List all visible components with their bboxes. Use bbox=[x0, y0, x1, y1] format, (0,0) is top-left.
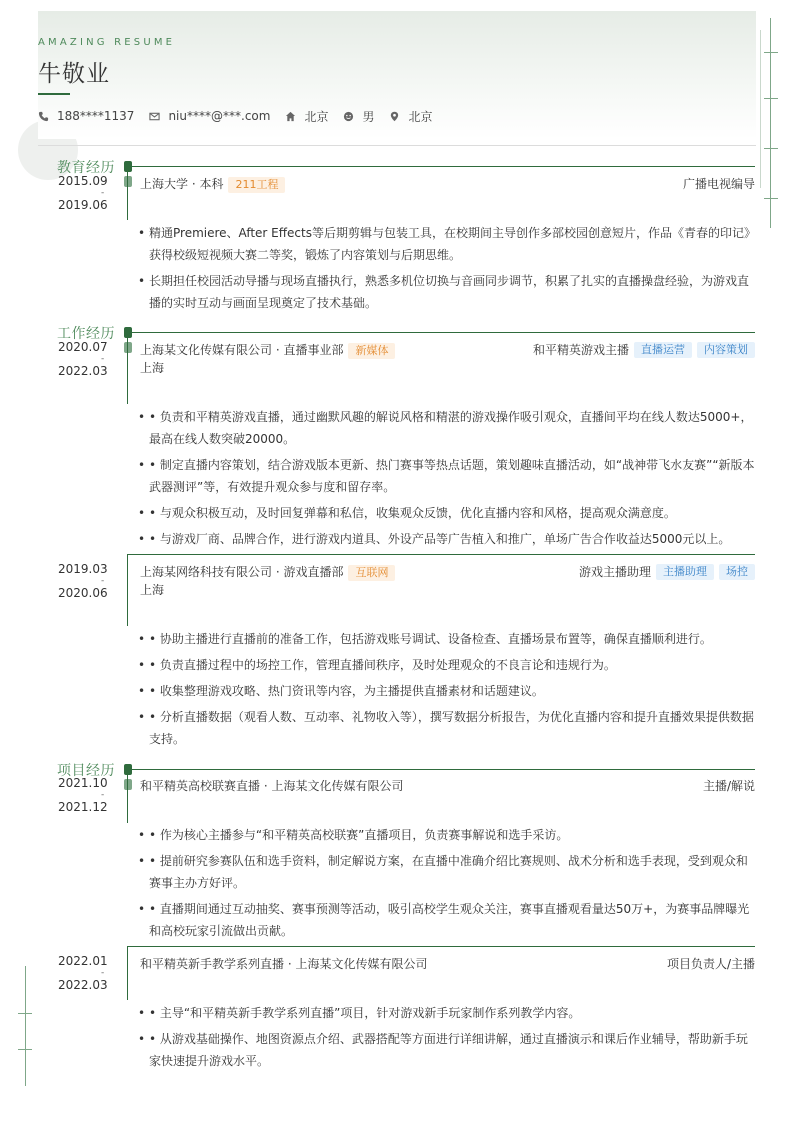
list-item: • • 直播期间通过互动抽奖、赛事预测等活动，吸引高校学生观众关注，赛事直播观看量达50万+，为赛事品牌曝光和高校玩家引流做出贡献。 bbox=[138, 902, 750, 938]
list-item: • • 与游戏厂商、品牌合作，进行游戏内道具、外设产品等广告植入和推广，单场广告合作收益达5000元以上。 bbox=[138, 532, 731, 546]
project-role-row bbox=[667, 955, 755, 973]
project-bullets bbox=[138, 824, 756, 946]
project-role-row bbox=[703, 777, 755, 795]
entry-rule bbox=[128, 554, 755, 555]
work-company bbox=[140, 341, 395, 359]
entry-marker bbox=[124, 176, 132, 187]
list-item: • • 制定直播内容策划，结合游戏版本更新、热门赛事等热点话题，策划趣味直播活动，如“战神带飞水友赛”“新版本武器测评”等，有效提升观众参与度和留存率。 bbox=[138, 458, 755, 494]
end-date: 2020.06 bbox=[58, 586, 108, 600]
header-divider bbox=[38, 145, 756, 146]
section-title-education: 教育经历 bbox=[57, 160, 115, 176]
date-dash: - bbox=[101, 354, 105, 364]
section-marker bbox=[124, 161, 132, 172]
skill-tag: 场控 bbox=[719, 564, 755, 580]
gender-icon bbox=[343, 111, 354, 122]
decorative-tick bbox=[764, 52, 778, 53]
decorative-line-right-inner bbox=[760, 30, 761, 188]
skill-tag: 内容策划 bbox=[697, 342, 755, 358]
position-title: 和平精英游戏主播 bbox=[532, 343, 629, 357]
project-name: 和平精英高校联赛直播 · 上海某文化传媒有限公司 bbox=[140, 779, 404, 793]
work-company bbox=[140, 563, 395, 581]
timeline-line bbox=[127, 769, 128, 823]
list-item: • 长期担任校园活动导播与现场直播执行，熟悉多机位切换与音画同步调节，积累了扎实的直播操盘经验，为游戏直播的实时互动与画面呈现奠定了技术基础。 bbox=[138, 274, 750, 310]
education-school bbox=[140, 175, 285, 193]
contact-location bbox=[389, 108, 432, 125]
timeline-line bbox=[127, 946, 128, 1000]
candidate-name: 牛敬业 bbox=[38, 61, 110, 87]
list-item: • • 提前研究参赛队伍和选手资料，制定解说方案，在直播中准确介绍比赛规则、战术分析和选手表现，受到观众和赛事主办方好评。 bbox=[138, 854, 748, 890]
location-icon bbox=[389, 111, 400, 122]
phone-text: 188****1137 bbox=[57, 109, 135, 123]
list-item: • • 负责直播过程中的场控工作，管理直播间秩序，及时处理观众的不良言论和违规行为。 bbox=[138, 658, 616, 672]
position-title: 游戏主播助理 bbox=[578, 565, 651, 579]
section-rule bbox=[128, 166, 755, 167]
section-title-work: 工作经历 bbox=[57, 326, 115, 342]
start-date: 2015.09 bbox=[58, 174, 108, 188]
end-date: 2022.03 bbox=[58, 364, 108, 378]
decorative-tick bbox=[764, 198, 778, 199]
timeline-line bbox=[127, 166, 128, 220]
contact-home bbox=[285, 108, 328, 125]
start-date: 2020.07 bbox=[58, 340, 108, 354]
contact-row bbox=[38, 108, 448, 124]
section-rule bbox=[128, 332, 755, 333]
work-bullets bbox=[138, 628, 756, 754]
work-location: 上海 bbox=[140, 361, 165, 375]
work-location: 上海 bbox=[140, 583, 165, 597]
name-underline bbox=[38, 93, 70, 95]
location-text: 北京 bbox=[408, 109, 433, 124]
email-text: niu****@***.com bbox=[168, 109, 271, 123]
education-bullets bbox=[138, 222, 756, 318]
project-role: 项目负责人/主播 bbox=[666, 957, 755, 971]
home-text: 北京 bbox=[304, 109, 329, 124]
list-item: • • 收集整理游戏攻略、热门资讯等内容，为主播提供直播素材和话题建议。 bbox=[138, 684, 544, 698]
section-title-projects: 项目经历 bbox=[57, 763, 115, 779]
school-tag: 211工程 bbox=[228, 177, 285, 193]
list-item: • 精通Premiere、After Effects等后期剪辑与包装工具，在校期间主导创作多部校园创意短片，作品《青春的印记》获得校级短视频大赛二等奖，锻炼了内容策划与后期思维。 bbox=[138, 226, 756, 262]
brand-label: AMAZING RESUME bbox=[38, 37, 176, 48]
education-major: 广播电视编导 bbox=[682, 177, 755, 191]
phone-icon bbox=[38, 111, 49, 122]
date-dash: - bbox=[101, 968, 105, 978]
section-marker bbox=[124, 764, 132, 775]
decorative-tick bbox=[18, 1049, 32, 1050]
list-item: • • 从游戏基础操作、地图资源点介绍、武器搭配等方面进行详细讲解，通过直播演示和课后作业辅导，帮助新手玩家快速提升游戏水平。 bbox=[138, 1032, 748, 1068]
list-item: • • 作为核心主播参与“和平精英高校联赛”直播项目，负责赛事解说和选手采访。 bbox=[138, 828, 569, 842]
industry-tag: 互联网 bbox=[348, 565, 395, 581]
timeline-line bbox=[127, 554, 128, 626]
contact-email bbox=[149, 109, 270, 123]
decorative-line-right bbox=[770, 18, 771, 228]
decorative-tick bbox=[764, 148, 778, 149]
list-item: • • 主导“和平精英新手教学系列直播”项目，针对游戏新手玩家制作系列教学内容。 bbox=[138, 1006, 581, 1020]
work-position-row bbox=[579, 563, 755, 581]
entry-marker bbox=[124, 342, 132, 353]
end-date: 2021.12 bbox=[58, 800, 108, 814]
date-dash: - bbox=[101, 576, 105, 586]
gender-text: 男 bbox=[362, 109, 375, 124]
list-item: • • 协助主播进行直播前的准备工作，包括游戏账号调试、设备检查、直播场景布置等，确保直播顺利进行。 bbox=[138, 632, 712, 646]
contact-gender bbox=[343, 108, 374, 125]
work-bullets bbox=[138, 406, 756, 554]
list-item: • • 负责和平精英游戏直播，通过幽默风趣的解说风格和精湛的游戏操作吸引观众，直播间平均在线人数达5000+，最高在线人数突破20000。 bbox=[138, 410, 753, 446]
decorative-tick bbox=[764, 98, 778, 99]
project-role: 主播/解说 bbox=[702, 779, 755, 793]
list-item: • • 分析直播数据（观看人数、互动率、礼物收入等），撰写数据分析报告，为优化直播内容和提升直播效果提供数据支持。 bbox=[138, 710, 754, 746]
school-degree: 上海大学 · 本科 bbox=[140, 177, 224, 191]
entry-rule bbox=[128, 946, 755, 947]
education-major-row bbox=[683, 175, 755, 193]
decorative-tick bbox=[18, 1013, 32, 1014]
entry-marker bbox=[124, 779, 132, 790]
end-date: 2019.06 bbox=[58, 198, 108, 212]
contact-phone bbox=[38, 109, 134, 123]
list-item: • • 与观众积极互动，及时回复弹幕和私信，收集观众反馈，优化直播内容和风格，提高观众满意度。 bbox=[138, 506, 676, 520]
start-date: 2021.10 bbox=[58, 776, 108, 790]
skill-tag: 直播运营 bbox=[634, 342, 692, 358]
industry-tag: 新媒体 bbox=[348, 343, 395, 359]
end-date: 2022.03 bbox=[58, 978, 108, 992]
mail-icon bbox=[149, 111, 160, 122]
home-icon bbox=[285, 111, 296, 122]
date-dash: - bbox=[101, 188, 105, 198]
timeline-line bbox=[127, 332, 128, 404]
project-name: 和平精英新手教学系列直播 · 上海某文化传媒有限公司 bbox=[140, 957, 428, 971]
decorative-line-left bbox=[25, 966, 26, 1086]
project-bullets bbox=[138, 1002, 756, 1076]
work-position-row bbox=[533, 341, 755, 359]
start-date: 2019.03 bbox=[58, 562, 108, 576]
date-dash: - bbox=[101, 790, 105, 800]
company-department: 上海某网络科技有限公司 · 游戏直播部 bbox=[140, 565, 344, 579]
company-department: 上海某文化传媒有限公司 · 直播事业部 bbox=[140, 343, 344, 357]
section-rule bbox=[128, 769, 755, 770]
start-date: 2022.01 bbox=[58, 954, 108, 968]
skill-tag: 主播助理 bbox=[656, 564, 714, 580]
section-marker bbox=[124, 327, 132, 338]
